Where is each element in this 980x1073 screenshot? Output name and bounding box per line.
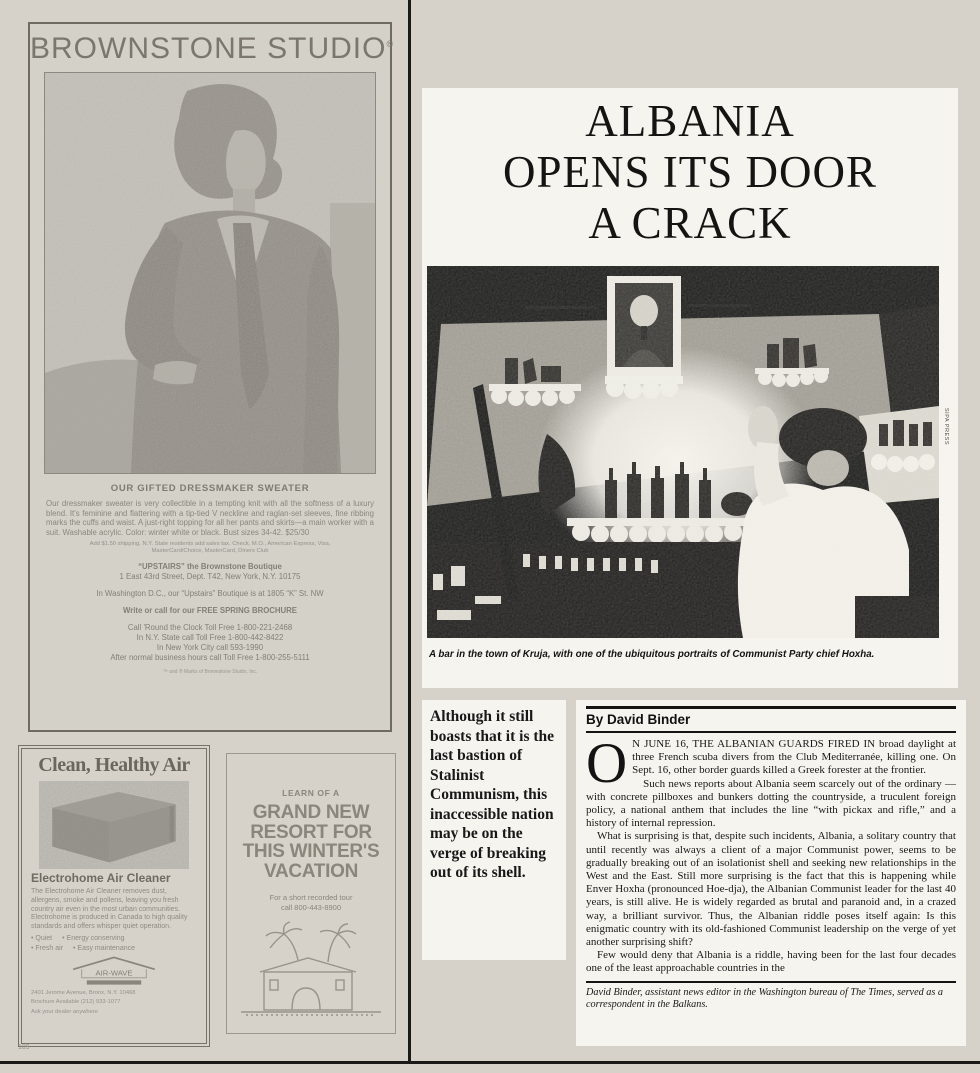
air-bullet-row-2 <box>31 945 197 952</box>
air-cleaner-product-image <box>39 781 189 869</box>
air-bullet-quiet: • Quiet <box>31 934 53 942</box>
brownstone-copyright: ™ and ® Marks of Brownstone Studio, Inc. <box>162 669 258 676</box>
sweater-ad-body: Our dressmaker sweater is very collectible in a tempting knit with all the softness of a luxury blend. It's feminine and flattering with a tip-tied V neckline and raglan-set sleeves, fine ribbing marks the cuffs and waist. A just-right topping for all her pants and skirts—a main worker with a suit. Washable acrylic. Color: winter white or black. Bust sizes 34-42. $25/30 <box>46 499 374 537</box>
resort-headline-line4: VACATION <box>263 860 358 882</box>
article-copy <box>586 732 956 976</box>
article-paragraph-2: Such news reports about Albania seem scarcely out of the ordinary — with concrete pillboxes and bunkers dotting the countryside, a truculent foreign policy, a national anthem that includes the line “with pickax and rifle,” and a history of internal repression. <box>586 777 956 830</box>
resort-headline-line2: RESORT FOR <box>250 821 372 843</box>
article-byline: By David Binder <box>586 706 956 733</box>
registered-trademark-symbol: ® <box>386 39 395 49</box>
resort-headline <box>227 803 395 881</box>
air-brochure-phone: Brochure Available (212) 933-1077 <box>31 999 121 1006</box>
headline-line3: A CRACK <box>588 198 792 248</box>
resort-eyebrow: LEARN OF A <box>282 788 340 798</box>
air-bullet-maintenance: • Easy maintenance <box>73 944 136 952</box>
electrohome-air-cleaner-ad <box>18 745 210 1047</box>
page-number: 109 <box>18 1044 30 1051</box>
resort-subtext-line1: For a short recorded tour <box>269 893 353 902</box>
brochure-offer: Write or call for our FREE SPRING BROCHURE <box>122 606 297 616</box>
bar-photo <box>427 266 939 638</box>
bottom-page-rule <box>0 1061 980 1064</box>
air-dealer-note: Ask your dealer anywhere <box>31 1008 99 1015</box>
resort-subtext <box>227 893 395 912</box>
article-paragraph-3: What is surprising is that, despite such incidents, Albania, a solitary country that until recently was always a client of a major Communist power, seems to be gradually breaking out of an isolationist shell and seeking new relationships in the West and the East. Still more surprising is the fact that this is happening while Enver Hoxha (pronounced Hoe-dja), the Albanian Communist leader for the last 40 years, is still alive. He is widely regarded as brutal and paranoid and, in a crazed way, a brilliant survivor. Thus, the Albanian riddle poses itself again: Is this enigmatic country with its old-fashioned Communist leadership on the verge of yet another surprising shift? <box>586 830 956 949</box>
air-product-name: Electrohome Air Cleaner <box>31 871 171 885</box>
photo-credit: SIPA PRESS <box>943 408 949 445</box>
phone-ny-state: In N.Y. State call Toll Free 1-800-442-8422 <box>136 633 284 643</box>
article-headline <box>422 88 958 249</box>
air-ad-headline: Clean, Healthy Air <box>38 754 190 776</box>
brownstone-studio-ad <box>28 22 395 732</box>
resort-headline-line1: GRAND NEW <box>252 802 370 823</box>
sweater-ad-headline: OUR GIFTED DRESSMAKER SWEATER <box>110 483 310 494</box>
winter-resort-ad <box>226 753 396 1034</box>
air-bullet-row-1 <box>31 935 197 942</box>
phone-after-hours: After normal business hours call Toll Free 1-800-255-5111 <box>110 653 310 663</box>
air-ad-frame <box>21 748 207 1044</box>
model-drawing <box>45 73 375 473</box>
brownstone-brand-text: BROWNSTONE STUDIO <box>30 32 387 65</box>
article-paragraph-1 <box>586 732 956 795</box>
sweater-model-illustration <box>44 72 376 474</box>
phone-toll-free: Call 'Round the Clock Toll Free 1-800-221-2468 <box>127 623 293 633</box>
pull-quote: Although it still boasts that it is the last bastion of Stalinist Communism, this inaccessible nation may be on the verge of breaking out of its shell. <box>422 700 566 960</box>
boutique-dc-address: In Washington D.C., our “Upstairs” Boutique is at 1805 “K” St. NW <box>96 589 324 599</box>
photo-caption: A bar in the town of Kruja, with one of the ubiquitous portraits of Communist Party chief Hoxha. <box>429 649 875 660</box>
resort-subtext-line2: call 800-443-8900 <box>280 902 342 912</box>
sweater-ad-fine-print: Add $1.50 shipping. N.Y. State residents add sales tax. Check, M.O., American Express, Visa, MasterCard/Choice, MasterCard, Diners Club <box>89 541 331 555</box>
boutique-address: 1 East 43rd Street, Dept. T42, New York, N.Y. 10175 <box>119 572 301 582</box>
headline-line2: OPENS ITS DOOR <box>502 147 878 197</box>
drop-cap: O <box>586 732 628 795</box>
paragraph-1-text: N JUNE 16, THE ALBANIAN GUARDS FIRED IN broad daylight at three French scuba divers from the Club Mediterranée, killing one. On Sept. 16, other border guards killed a Greek forester at the frontier. <box>632 738 956 777</box>
electrohome-dealer-logo <box>59 954 169 988</box>
brownstone-brand-logo <box>30 24 395 66</box>
phone-nyc: In New York City call 593-1990 <box>156 643 264 653</box>
air-bullet-fresh: • Fresh air <box>31 944 64 952</box>
author-bio: David Binder, assistant news editor in the Washington bureau of The Times, served as a correspondent in the Balkans. <box>586 981 956 1011</box>
air-ad-body: The Electrohome Air Cleaner removes dust, allergens, smoke and pollens, leaving you fresh country air even in the most urban communities. Electrohome is produced in Canada to high quality standards and offers whisper quiet operation. <box>31 888 188 931</box>
air-bullet-energy: • Energy conserving <box>62 934 125 942</box>
albania-article-header-panel <box>422 88 958 688</box>
air-address: 2401 Jerome Avenue, Bronx, N.Y. 10468 <box>31 989 136 996</box>
air-logo-text: AIR-WAVE <box>95 968 133 978</box>
article-body-panel <box>576 700 966 1046</box>
headline-line1: ALBANIA <box>585 96 795 146</box>
bar-photo-image <box>427 266 939 638</box>
resort-illustration <box>236 920 386 1020</box>
resort-headline-line3: THIS WINTER'S <box>242 841 380 862</box>
column-divider-rule <box>408 0 411 1063</box>
article-paragraph-4: Few would deny that Albania is a riddle, having been for the last four decades one of the least approachable countries in the <box>586 949 956 975</box>
boutique-name: “UPSTAIRS” the Brownstone Boutique <box>138 562 282 572</box>
